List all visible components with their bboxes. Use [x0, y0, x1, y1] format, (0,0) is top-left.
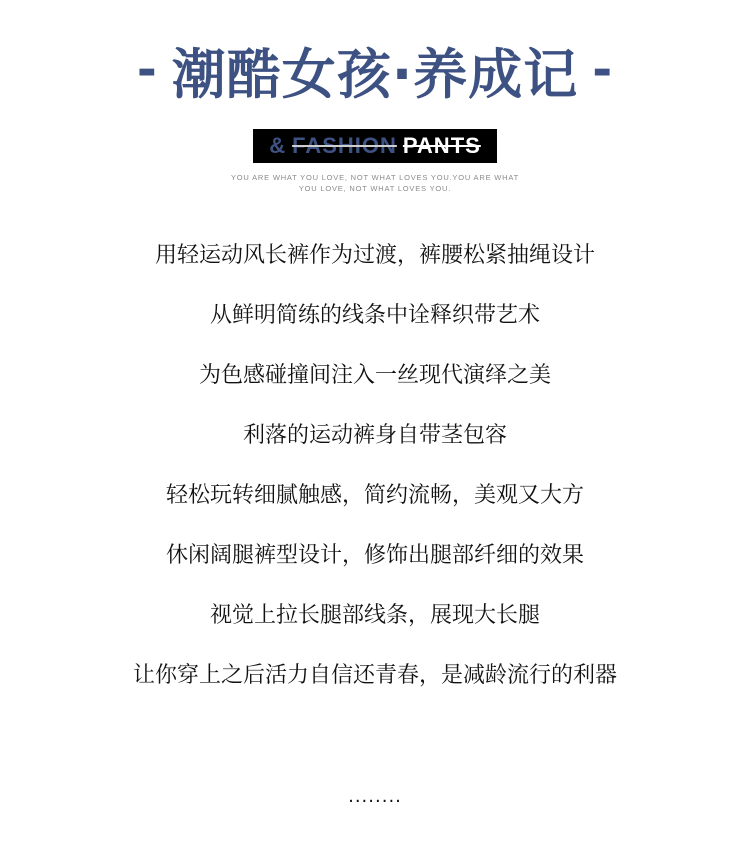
description-line: 轻松玩转细腻触感，简约流畅，美观又大方 [165, 483, 584, 508]
ellipsis: ........ [348, 786, 402, 807]
description-line: 休闲阔腿裤型设计，修饰出腿部纤细的效果 [165, 543, 584, 568]
fashion-pants-badge [253, 129, 497, 163]
page-title [0, 34, 750, 106]
badge-ampersand: & [269, 133, 287, 158]
description-line: 用轻运动风长裤作为过渡，裤腰松紧抽绳设计 [154, 243, 595, 268]
description-line: 为色感碰撞间注入一丝现代演绎之美 [198, 363, 551, 388]
description-line: 让你穿上之后活力自信还青春，是减龄流行的利器 [132, 663, 617, 688]
tagline-line-2: YOU LOVE, NOT WHAT LOVES YOU. [298, 184, 452, 193]
tagline [0, 172, 750, 194]
description-line: 利落的运动裤身自带茎包容 [242, 423, 507, 448]
description-line: 从鲜明简练的线条中诠释织带艺术 [209, 303, 540, 328]
description-line: 视觉上拉长腿部线条，展现大长腿 [209, 603, 540, 628]
badge-pants-text: PANTS [402, 133, 481, 158]
tagline-line-1: YOU ARE WHAT YOU LOVE, NOT WHAT LOVES YOU.YOU ARE WHAT [231, 173, 519, 182]
title-dash-right: - [592, 42, 614, 98]
title-text: 潮酷女孩·养成记 [171, 42, 579, 106]
fashion-badge-wrapper [0, 129, 750, 163]
badge-fashion-text: FASHION [292, 133, 397, 158]
title-dash-left: - [136, 42, 158, 98]
